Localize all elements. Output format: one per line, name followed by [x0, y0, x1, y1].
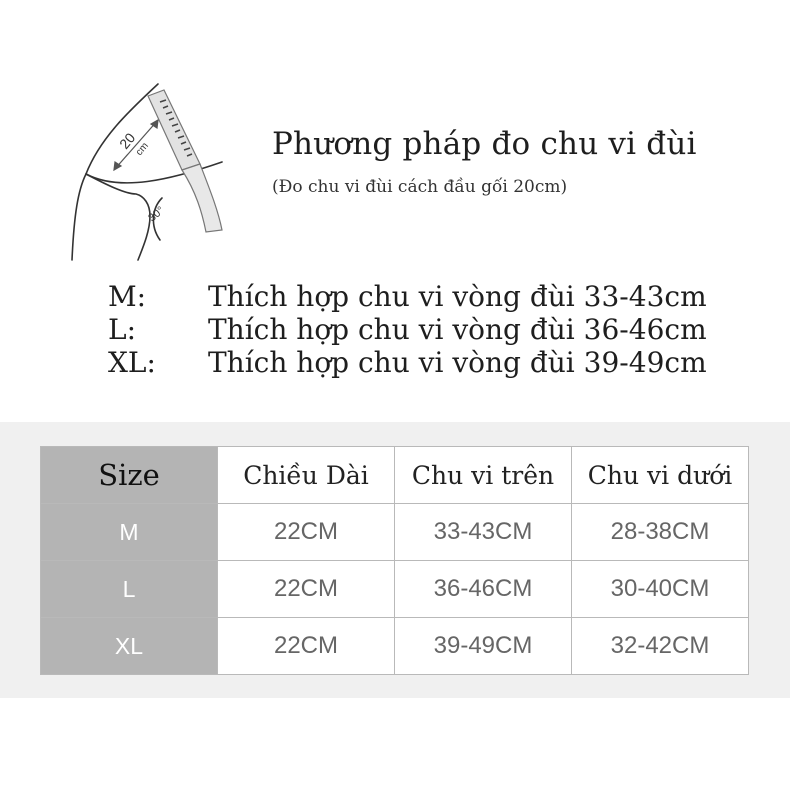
fit-row-l [108, 313, 707, 346]
cell-size: M [41, 504, 218, 561]
header-size: Size [41, 447, 218, 504]
cell-length: 22CM [218, 504, 395, 561]
fit-size-label: M: [108, 280, 147, 313]
cell-lower: 30-40CM [572, 561, 749, 618]
size-fit-list [108, 280, 707, 379]
cell-lower: 32-42CM [572, 618, 749, 675]
table-row [41, 504, 749, 561]
knee-measurement-illustration [60, 80, 240, 265]
cell-upper: 36-46CM [395, 561, 572, 618]
distance-label: 20 [116, 129, 139, 152]
cell-length: 22CM [218, 561, 395, 618]
header-lower-circumference: Chu vi dưới [572, 447, 749, 504]
page-title: Phương pháp đo chu vi đùi [272, 126, 697, 162]
size-table [40, 446, 749, 675]
cell-upper: 39-49CM [395, 618, 572, 675]
cell-upper: 33-43CM [395, 504, 572, 561]
header-length: Chiều Dài [218, 447, 395, 504]
cell-size: XL [41, 618, 218, 675]
fit-row-xl [108, 346, 707, 379]
fit-size-label: XL: [108, 346, 156, 379]
fit-row-m [108, 280, 707, 313]
table-row [41, 618, 749, 675]
cell-lower: 28-38CM [572, 504, 749, 561]
fit-description: Thích hợp chu vi vòng đùi 39-49cm [208, 346, 707, 379]
cell-size: L [41, 561, 218, 618]
table-row [41, 561, 749, 618]
fit-description: Thích hợp chu vi vòng đùi 36-46cm [208, 313, 707, 346]
fit-size-label: L: [108, 313, 137, 346]
distance-unit-label: cm [133, 140, 151, 158]
fit-description: Thích hợp chu vi vòng đùi 33-43cm [208, 280, 707, 313]
page-subtitle: (Đo chu vi đùi cách đầu gối 20cm) [272, 177, 568, 197]
header-upper-circumference: Chu vi trên [395, 447, 572, 504]
angle-label: 30° [146, 204, 167, 225]
cell-length: 22CM [218, 618, 395, 675]
table-header-row [41, 447, 749, 504]
